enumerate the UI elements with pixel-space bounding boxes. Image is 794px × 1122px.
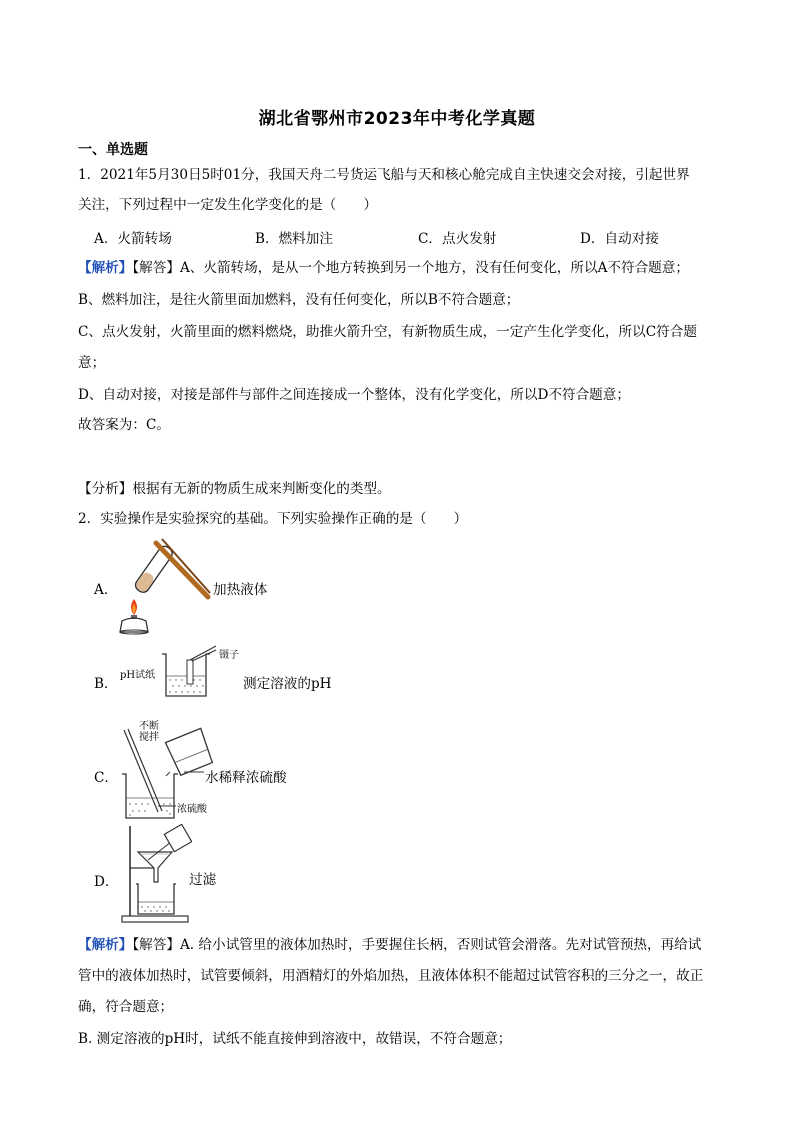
q1-analysis-line3: C、点火发射，火箭里面的燃料燃烧，助推火箭升空，有新物质生成，一定产生化学变化，所以C符合题	[78, 324, 697, 340]
q1-option-b: B．燃料加注	[255, 231, 333, 247]
stir-label: 不断搅拌	[139, 721, 159, 743]
q1-stem-line2: 关注，下列过程中一定发生化学变化的是（ ）	[78, 197, 378, 213]
q1-analysis-line1: 【解析】【解答】A、火箭转场，是从一个地方转换到另一个地方，没有任何变化，所以A不符合题意；	[78, 260, 689, 276]
q2-analysis-line3: 确，符合题意；	[78, 999, 174, 1015]
q1-analysis-line5: D、自动对接，对接是部件与部件之间连接成一个整体，没有化学变化，所以D不符合题意；	[78, 387, 630, 403]
heating-liquid-figure	[110, 535, 220, 635]
q1-stem-line1: 1．2021年5月30日5时01分，我国天舟二号货运飞船与天和核心舱完成自主快速交会对接，引起世界	[78, 167, 690, 183]
q1-answer: 故答案为：C。	[78, 417, 170, 433]
q2-option-c-letter: C．	[94, 770, 118, 786]
ph-paper-label: pH试纸	[120, 670, 156, 681]
ph-test-figure	[158, 642, 218, 700]
q2-option-a-caption: 加热液体	[213, 582, 268, 598]
dilution-figure	[118, 726, 218, 822]
filtration-figure	[116, 824, 192, 926]
q1-analysis-line2: B、燃料加注，是往火箭里面加燃料，没有任何变化，所以B不符合题意；	[78, 292, 520, 308]
q2-option-b-letter: B．	[94, 676, 118, 692]
q2-option-a-letter: A．	[94, 582, 118, 598]
q1-analysis-tag: 【解析】	[78, 260, 133, 276]
tweezers-label: 镊子	[219, 650, 239, 661]
q1-option-a: A．火箭转场	[94, 231, 172, 247]
q2-analysis-line1: 【解析】【解答】A. 给小试管里的液体加热时，手要握住长柄，否则试管会滑落。先对试管预热，再给试	[78, 937, 702, 953]
q2-analysis-tag: 【解析】	[78, 937, 133, 953]
page-title: 湖北省鄂州市2023年中考化学真题	[258, 109, 536, 129]
q2-analysis-line4: B. 测定溶液的pH时，试纸不能直接伸到溶液中，故错误，不符合题意；	[78, 1031, 512, 1047]
q2-option-d-caption: 过滤	[189, 872, 217, 888]
acid-label: 浓硫酸	[177, 804, 207, 815]
q1-analysis-line4: 意；	[78, 355, 106, 371]
q2-option-d-letter: D．	[94, 874, 119, 890]
q2-option-b-caption: 测定溶液的pH	[243, 676, 332, 692]
q2-stem: 2．实验操作是实验探究的基础。下列实验操作正确的是（ ）	[78, 511, 468, 527]
q1-option-d: D．自动对接	[580, 231, 659, 247]
q1-summary: 【分析】根据有无新的物质生成来判断变化的类型。	[78, 481, 391, 497]
q1-option-c: C．点火发射	[418, 231, 497, 247]
q2-option-c-caption: 水稀释浓硫酸	[205, 770, 287, 786]
section-heading: 一、单选题	[78, 142, 148, 158]
q2-analysis-line2: 管中的液体加热时，试管要倾斜，用酒精灯的外焰加热，且液体体积不能超过试管容积的三分之一，故正	[78, 968, 704, 984]
